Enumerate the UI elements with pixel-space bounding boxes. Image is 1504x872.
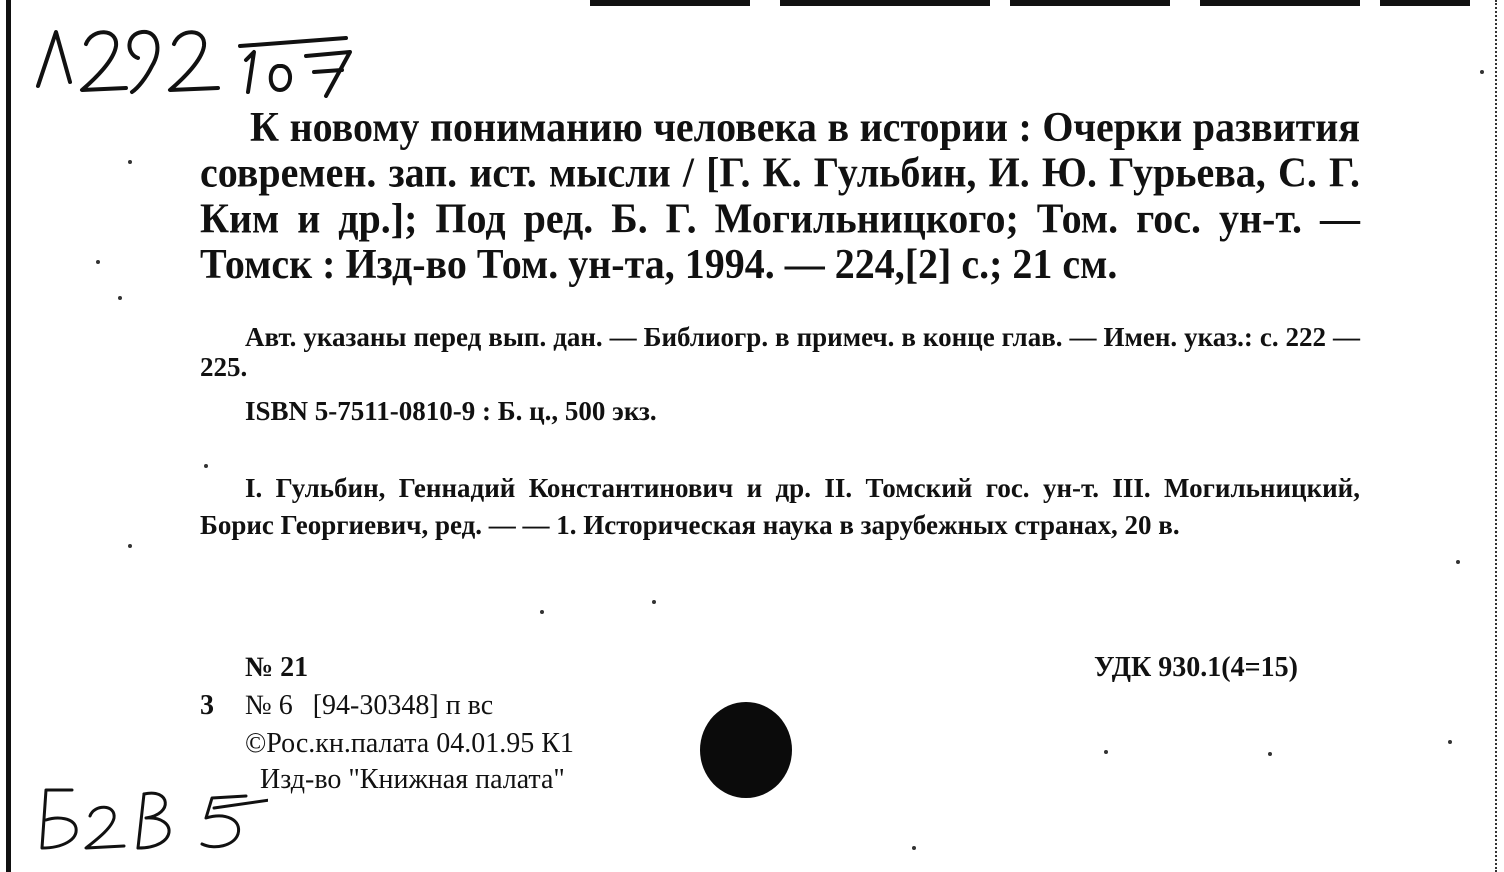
handwritten-shelf-number <box>34 8 374 98</box>
punch-hole <box>700 702 792 798</box>
isbn-line: ISBN 5-7511-0810-9 : Б. ц., 500 экз. <box>245 396 657 426</box>
registration-line <box>245 690 493 722</box>
tracing-entries <box>200 470 1360 544</box>
handwritten-classification-code <box>38 776 268 856</box>
bibliographic-note <box>200 322 1360 382</box>
publisher-line: Изд-во "Книжная палата" <box>260 764 565 795</box>
top-edge-mark <box>1200 0 1360 6</box>
tracing-text: I. Гульбин, Геннадий Константинович и др. II. Томский гос. ун-т. III. Могильницкий, Борис Георгиевич, ред. — — 1. Историческая наука в зарубежных странах, 20 в. <box>200 473 1360 540</box>
card-left-border <box>6 0 11 872</box>
scan-speck <box>652 600 656 604</box>
registration-number: № 6 <box>245 690 293 721</box>
top-edge-mark <box>1010 0 1170 6</box>
scan-speck <box>1104 750 1108 754</box>
scan-speck <box>128 544 132 548</box>
top-edge-mark <box>780 0 990 6</box>
scan-speck <box>96 260 100 264</box>
note-text: Авт. указаны перед вып. дан. — Библиогр. в примеч. в конце глав. — Имен. указ.: с. 222 — 225. <box>200 322 1360 382</box>
top-edge-mark <box>590 0 750 6</box>
main-entry-text: К новому пониманию человека в истории : Очерки развития современ. зап. ист. мысли / [Г. К. Гульбин, И. Ю. Гурьева, С. Г. Ким и др.]; Под ред. Б. Г. Могильницкого; Том. гос. ун-т. — Томск : Изд-во Том. ун-та, 1994. — 224,[2] с.; 21 см. <box>200 102 1360 288</box>
scan-speck <box>204 464 208 468</box>
registration-code: [94-30348] п вс <box>312 690 494 721</box>
scan-speck <box>1268 752 1272 756</box>
scan-speck <box>1448 740 1452 744</box>
copyright-line: ©Рос.кн.палата 04.01.95 К1 <box>245 728 574 759</box>
card-number: № 21 <box>245 652 309 683</box>
top-edge-mark <box>1380 0 1470 6</box>
card-right-edge <box>1495 0 1500 872</box>
scan-speck <box>912 846 916 850</box>
scan-speck <box>540 610 544 614</box>
scan-speck <box>1456 560 1460 564</box>
scan-speck <box>128 160 132 164</box>
copy-count: 3 <box>200 690 214 721</box>
scan-speck <box>1480 70 1484 74</box>
udk-code: УДК 930.1(4=15) <box>1094 652 1298 683</box>
scan-speck <box>118 296 122 300</box>
main-bibliographic-entry <box>200 104 1360 286</box>
